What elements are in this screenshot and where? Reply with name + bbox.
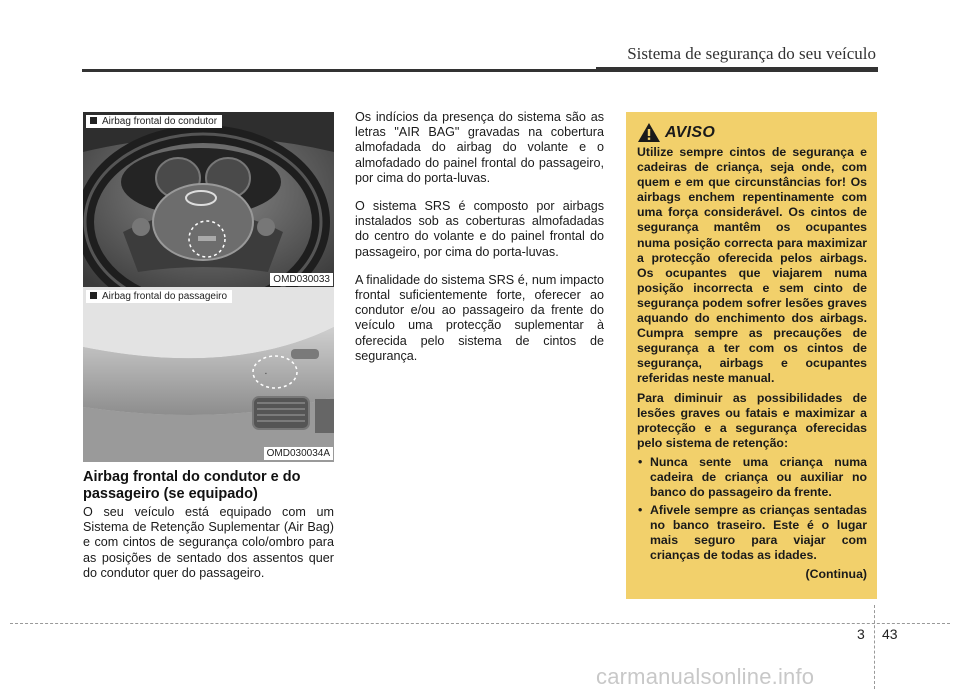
figure-caption: Airbag frontal do condutor [86, 115, 222, 128]
square-bullet-icon [90, 292, 97, 299]
body-paragraph: A finalidade do sistema SRS é, num impacto frontal suficientemente forte, oferecer ao condutor e/ou ao passageiro da frente do veículo uma protecção suplementar à oferecida pelo sistema de cintos de segurança. [355, 272, 604, 363]
warning-triangle-icon [637, 122, 661, 143]
middle-column [355, 110, 604, 377]
svg-text:▪: ▪ [265, 371, 267, 377]
body-paragraph: Os indícios da presença do sistema são as letras "AIR BAG" gravadas na cobertura almofadada do airbag do volante e o almofadado do painel frontal do passageiro, por cima do porta-luvas. [355, 110, 604, 185]
figure-passenger-airbag [83, 287, 334, 462]
warning-title-row [637, 122, 867, 143]
figure-driver-airbag [83, 112, 334, 288]
continued-label: (Continua) [805, 566, 867, 581]
warning-title: AVISO [665, 123, 716, 141]
running-header: Sistema de segurança do seu veículo [627, 44, 876, 63]
square-bullet-icon [90, 117, 97, 124]
warning-paragraph: Para diminuir as possibilidades de lesões graves ou fatais e maximizar a protecção e a segurança oferecidas pelo sistema de retenção: [637, 390, 867, 450]
page-number: 43 [882, 626, 898, 642]
warning-box [626, 112, 877, 599]
figure-code: OMD030033 [270, 273, 333, 286]
dashboard-illustration [83, 287, 334, 462]
header-rule-accent [596, 67, 878, 72]
watermark-text: carmanualsonline.info [596, 664, 815, 689]
footer-divider [874, 605, 875, 689]
list-item: • Nunca sente uma criança numa cadeira de criança ou auxiliar no banco do passageiro da frente. [637, 455, 867, 500]
figure-caption: Airbag frontal do passageiro [86, 290, 232, 303]
body-paragraph: O seu veículo está equipado com um Sistema de Retenção Suplementar (Air Bag) e com cintos de segurança colo/ombro para as posições de sentado dos assentos quer do condutor quer do passageiro. [83, 505, 334, 580]
warning-list [637, 455, 867, 564]
chapter-number: 3 [857, 626, 865, 642]
steering-wheel-illustration [83, 112, 334, 288]
list-item: • Afivele sempre as crianças sentadas no banco traseiro. Este é o lugar mais seguro para viajar com crianças de todas as idades. [637, 503, 867, 563]
warning-paragraph: Utilize sempre cintos de segurança e cadeiras de criança, seja onde, com quem e em que circunstâncias for! Os airbags enchem repentinamente com uma força considerável. Os cintos de segurança mantêm os ocupantes numa posição correcta para maximizar a protecção oferecida pelos airbags. Os ocupantes que viajarem numa posição incorrecta e sem cinto de segurança podem sofrer lesões graves aquando do enchimento dos airbags. Cumpra sempre as precauções de segurança a ter com os cintos de segurança, airbags e ocupantes referidas neste manual. [637, 145, 867, 386]
section-heading: Airbag frontal do condutor e do passageiro (se equipado) [83, 469, 301, 502]
body-paragraph: O sistema SRS é composto por airbags instalados sob as coberturas almofadadas do centro do volante e do painel frontal do passageiro, por cima do porta-luvas. [355, 199, 604, 259]
footer-rule [10, 623, 950, 624]
figure-code: OMD030034A [264, 447, 333, 460]
